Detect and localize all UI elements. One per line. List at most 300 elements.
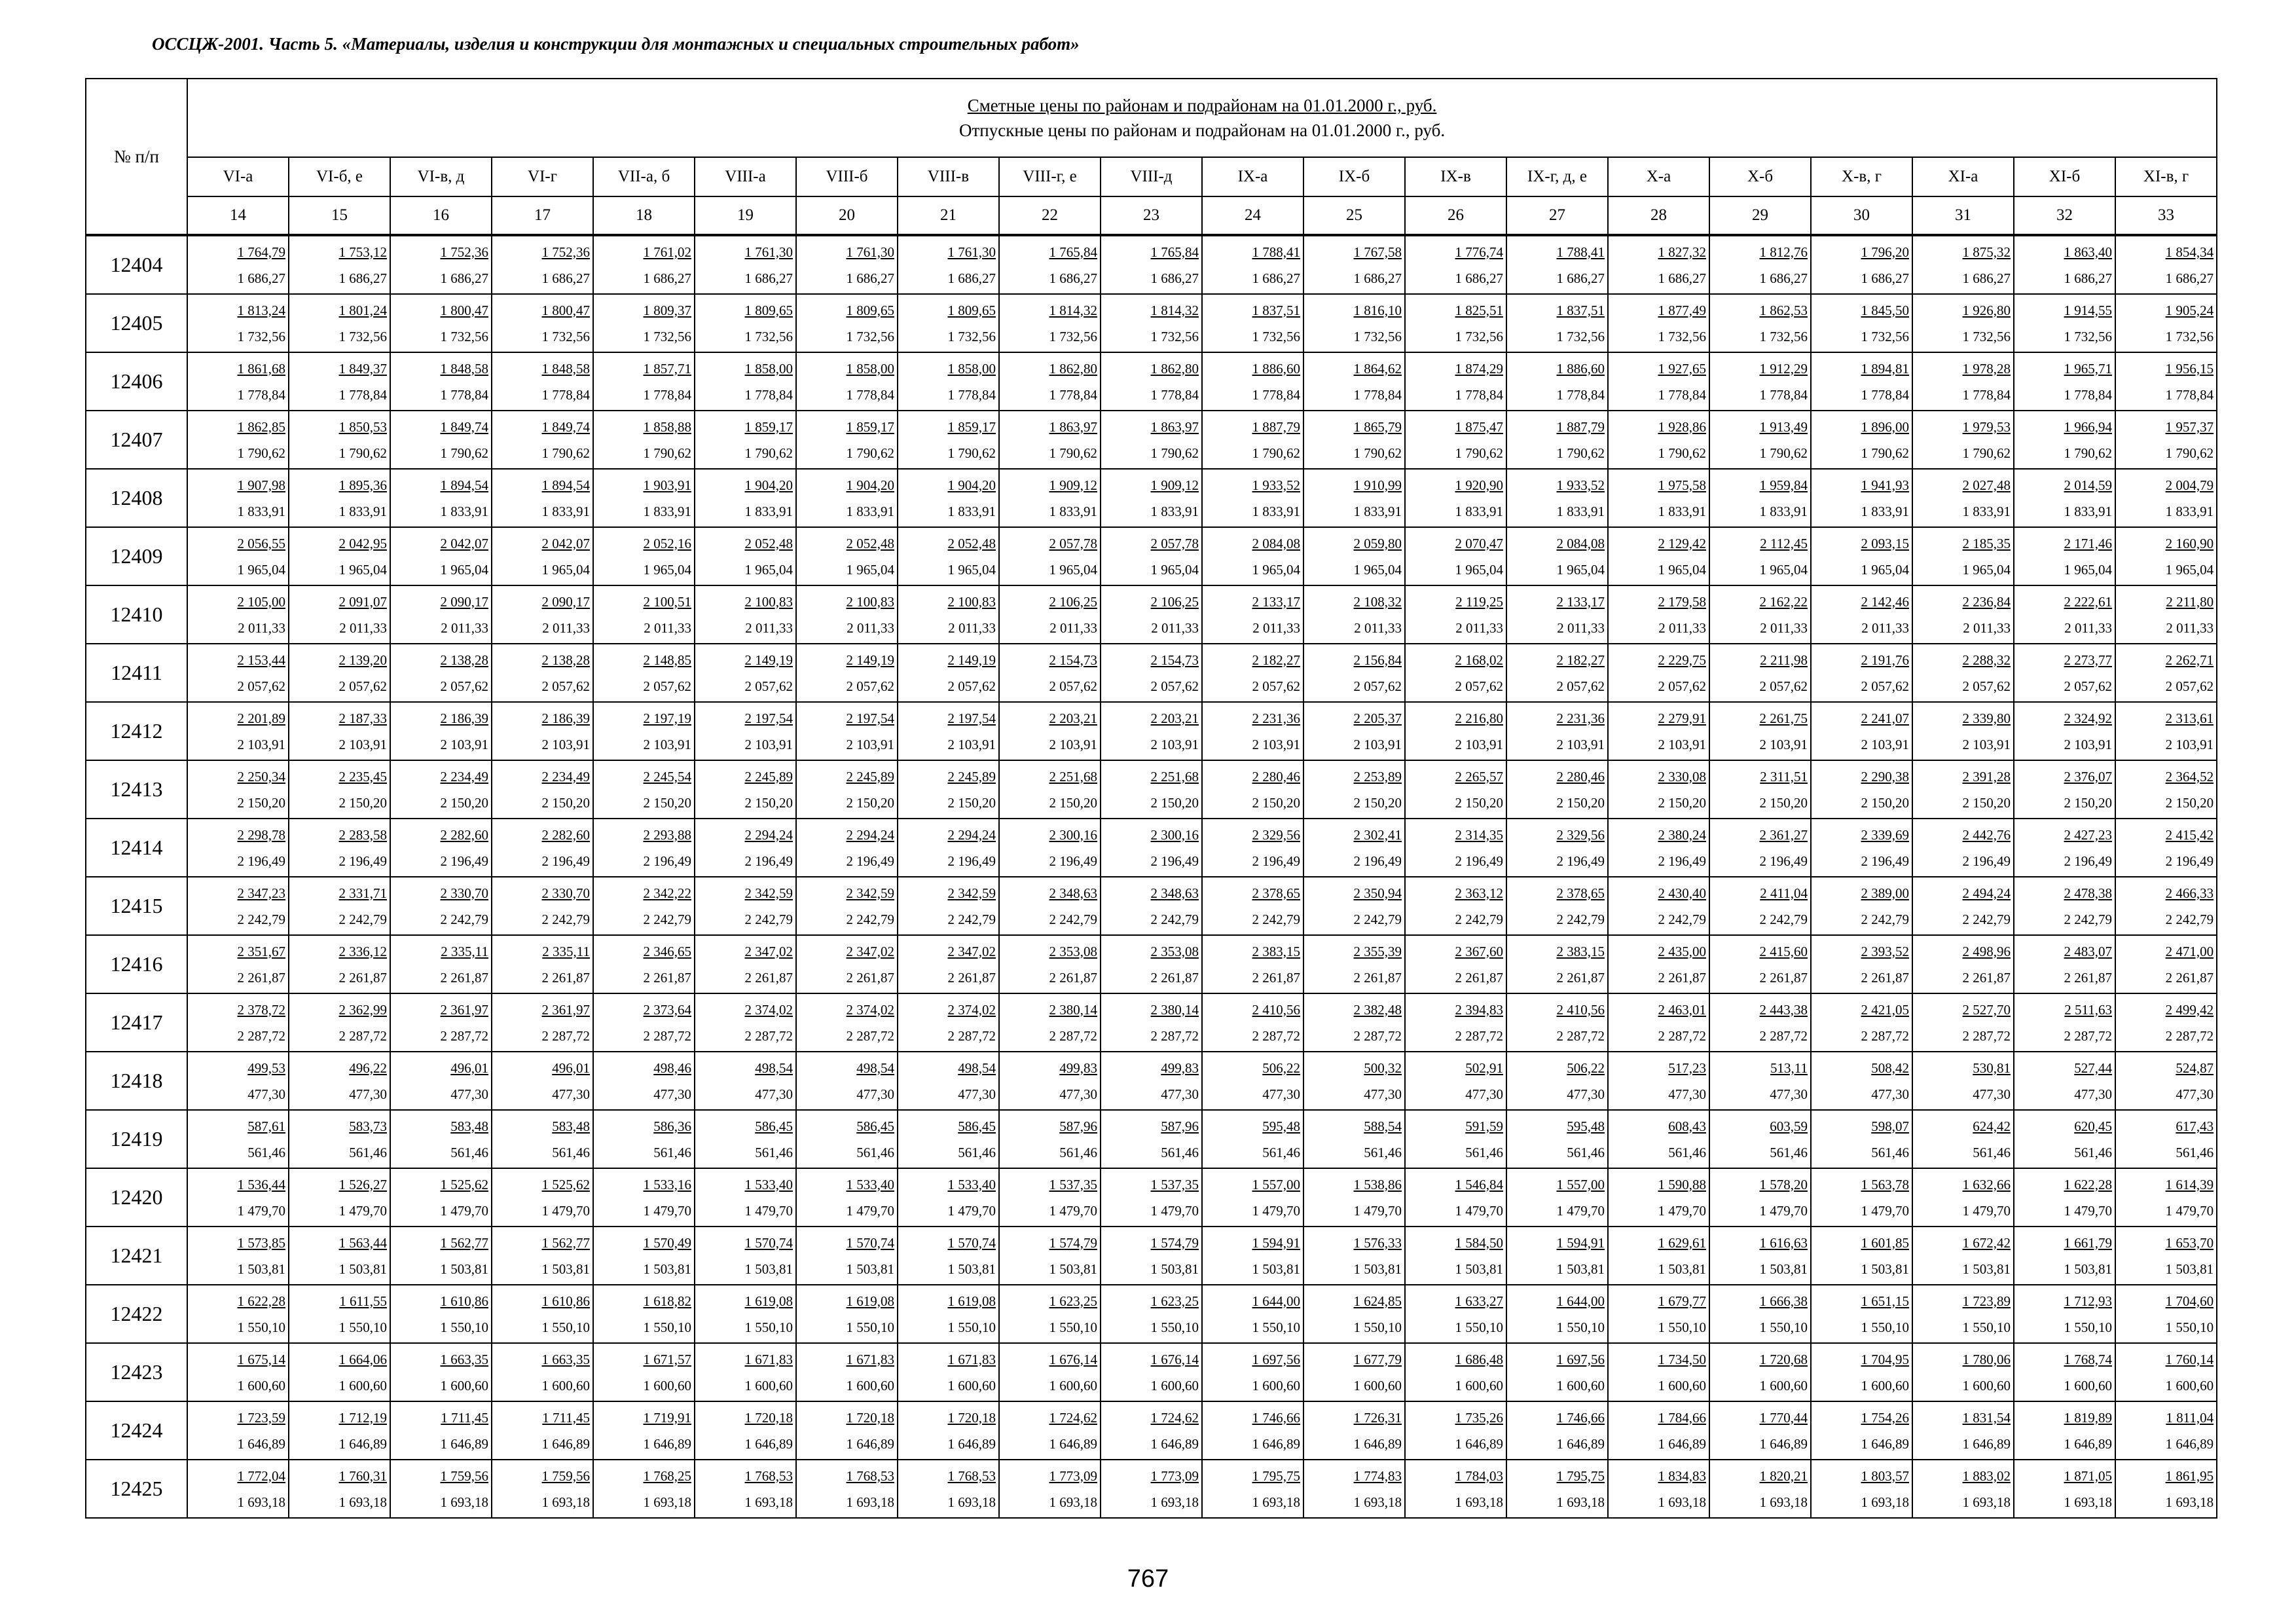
estimated-price: 587,61	[247, 1118, 285, 1134]
release-price: 2 057,62	[1150, 678, 1199, 694]
estimated-price: 1 619,08	[947, 1293, 996, 1309]
release-price: 1 833,91	[1353, 503, 1402, 519]
release-price: 1 646,89	[1455, 1435, 1503, 1452]
estimated-price: 1 765,84	[1150, 244, 1199, 260]
estimated-price: 2 294,24	[744, 826, 793, 843]
price-cell	[1101, 411, 1202, 469]
estimated-price: 1 623,25	[1150, 1293, 1199, 1309]
estimated-price: 1 720,68	[1759, 1351, 1808, 1367]
release-price: 1 778,84	[440, 386, 488, 403]
estimated-price: 2 235,45	[338, 768, 387, 784]
price-cell	[1101, 235, 1202, 294]
release-price: 1 833,91	[237, 503, 285, 519]
price-cell	[1811, 411, 1912, 469]
price-cell	[1912, 702, 2014, 760]
estimated-price: 1 773,09	[1150, 1467, 1199, 1484]
estimated-price: 1 904,20	[744, 477, 793, 493]
price-cell	[593, 1110, 695, 1168]
estimated-price: 2 347,02	[744, 943, 793, 959]
release-price: 1 503,81	[2165, 1261, 2214, 1277]
estimated-price: 496,01	[450, 1060, 488, 1076]
price-cell	[796, 1110, 898, 1168]
row-code: 12420	[86, 1168, 187, 1227]
release-price: 1 503,81	[1252, 1261, 1300, 1277]
price-cell	[1202, 1343, 1303, 1401]
estimated-price: 2 119,25	[1455, 593, 1503, 610]
price-cell	[593, 819, 695, 877]
estimated-price: 2 330,08	[1658, 768, 1706, 784]
release-price: 2 057,62	[1658, 678, 1706, 694]
estimated-price: 2 367,60	[1455, 943, 1503, 959]
price-cell	[593, 760, 695, 819]
price-cell	[695, 1227, 796, 1285]
price-cell	[1303, 585, 1405, 644]
release-price: 2 261,87	[440, 969, 488, 986]
price-cell	[999, 235, 1101, 294]
price-cell	[1202, 1285, 1303, 1343]
release-price: 1 479,70	[1353, 1202, 1402, 1219]
estimated-price: 1 850,53	[338, 418, 387, 435]
estimated-price: 527,44	[2074, 1060, 2112, 1076]
release-price: 561,46	[1871, 1144, 1909, 1160]
price-cell	[2115, 411, 2217, 469]
estimated-price: 586,36	[653, 1118, 691, 1134]
release-price: 2 242,79	[1252, 911, 1300, 927]
price-cell	[2115, 1227, 2217, 1285]
estimated-price: 1 676,14	[1049, 1351, 1097, 1367]
estimated-price: 498,46	[653, 1060, 691, 1076]
price-cell	[695, 877, 796, 935]
price-cell	[492, 1460, 593, 1518]
release-price: 1 646,89	[1049, 1435, 1097, 1452]
release-price: 1 790,62	[1455, 445, 1503, 461]
estimated-price: 496,01	[552, 1060, 590, 1076]
price-cell	[1912, 1110, 2014, 1168]
release-price: 2 011,33	[1557, 619, 1605, 636]
price-cell	[2014, 1460, 2115, 1518]
estimated-price: 1 611,55	[339, 1293, 387, 1309]
price-cell	[1303, 352, 1405, 411]
price-cell	[1202, 819, 1303, 877]
release-price: 1 778,84	[541, 386, 590, 403]
price-cell	[695, 1401, 796, 1460]
release-price: 1 790,62	[1353, 445, 1402, 461]
table-row	[86, 702, 2217, 760]
price-cell	[187, 1168, 289, 1227]
estimated-price: 1 726,31	[1353, 1409, 1402, 1426]
estimated-price: 2 245,89	[947, 768, 996, 784]
estimated-price: 1 933,52	[1556, 477, 1605, 493]
estimated-price: 2 186,39	[440, 710, 488, 726]
estimated-price: 1 563,44	[338, 1234, 387, 1251]
price-cell	[999, 877, 1101, 935]
release-price: 1 778,84	[1455, 386, 1503, 403]
price-cell	[289, 935, 390, 993]
estimated-price: 2 363,12	[1455, 885, 1503, 901]
price-cell	[1608, 1168, 1709, 1227]
estimated-price: 2 342,59	[744, 885, 793, 901]
estimated-price: 1 563,78	[1861, 1176, 1909, 1192]
estimated-price: 1 614,39	[2165, 1176, 2214, 1192]
release-price: 1 965,04	[1455, 561, 1503, 578]
price-cell	[187, 352, 289, 411]
release-price: 2 196,49	[1252, 853, 1300, 869]
release-price: 2 196,49	[1455, 853, 1503, 869]
price-cell	[1405, 760, 1506, 819]
price-cell	[492, 760, 593, 819]
release-price: 1 646,89	[2165, 1435, 2214, 1452]
price-cell	[1608, 469, 1709, 527]
estimated-price: 1 857,71	[643, 360, 691, 377]
estimated-price: 1 811,04	[2166, 1409, 2214, 1426]
estimated-price: 1 927,65	[1658, 360, 1706, 377]
estimated-price: 1 538,86	[1353, 1176, 1402, 1192]
price-cell	[2115, 993, 2217, 1052]
release-price: 1 686,27	[1150, 270, 1199, 286]
column-number: 14	[187, 196, 289, 235]
estimated-price: 2 042,07	[541, 535, 590, 551]
estimated-price: 1 825,51	[1455, 302, 1503, 318]
price-cell	[1101, 760, 1202, 819]
estimated-price: 2 294,24	[846, 826, 894, 843]
release-price: 1 693,18	[1455, 1494, 1503, 1510]
estimated-price: 2 229,75	[1658, 652, 1706, 668]
release-price: 1 790,62	[1861, 445, 1909, 461]
estimated-price: 2 129,42	[1658, 535, 1706, 551]
release-price: 2 150,20	[643, 794, 691, 811]
price-cell	[2115, 702, 2217, 760]
estimated-price: 2 149,19	[744, 652, 793, 668]
release-price: 2 057,62	[440, 678, 488, 694]
estimated-price: 1 759,56	[440, 1467, 488, 1484]
price-cell	[1202, 1401, 1303, 1460]
zone-header: X-б	[1709, 157, 1811, 196]
price-cell	[1202, 702, 1303, 760]
estimated-price: 2 293,88	[643, 826, 691, 843]
estimated-price: 1 676,14	[1150, 1351, 1199, 1367]
estimated-price: 2 168,02	[1455, 652, 1503, 668]
price-cell	[1608, 760, 1709, 819]
price-cell	[1811, 1168, 1912, 1227]
estimated-price: 1 761,30	[846, 244, 894, 260]
release-price: 1 732,56	[846, 328, 894, 344]
release-price: 1 550,10	[744, 1319, 793, 1335]
estimated-price: 498,54	[958, 1060, 996, 1076]
estimated-price: 1 894,54	[541, 477, 590, 493]
price-cell	[1811, 760, 1912, 819]
price-cell	[187, 1110, 289, 1168]
column-number: 32	[2014, 196, 2115, 235]
release-price: 1 550,10	[237, 1319, 285, 1335]
estimated-price: 1 632,66	[1962, 1176, 2011, 1192]
estimated-price: 2 203,21	[1150, 710, 1199, 726]
estimated-price: 595,48	[1262, 1118, 1300, 1134]
row-code: 12418	[86, 1052, 187, 1110]
price-cell	[1608, 1227, 1709, 1285]
release-price: 1 693,18	[1658, 1494, 1706, 1510]
release-price: 2 011,33	[2064, 619, 2112, 636]
release-price: 1 778,84	[338, 386, 387, 403]
release-price: 1 686,27	[1861, 270, 1909, 286]
release-price: 1 686,27	[1658, 270, 1706, 286]
zone-header: VIII-б	[796, 157, 898, 196]
release-price: 1 686,27	[1252, 270, 1300, 286]
estimated-price: 2 142,46	[1861, 593, 1909, 610]
price-cell	[390, 819, 492, 877]
estimated-price: 2 182,27	[1252, 652, 1300, 668]
table-row	[86, 585, 2217, 644]
estimated-price: 2 339,80	[1962, 710, 2011, 726]
release-price: 2 103,91	[2165, 736, 2214, 752]
release-price: 2 150,20	[1150, 794, 1199, 811]
estimated-price: 2 004,79	[2165, 477, 2214, 493]
release-price: 1 479,70	[1962, 1202, 2011, 1219]
estimated-price: 2 361,97	[440, 1001, 488, 1018]
release-price: 1 965,04	[947, 561, 996, 578]
release-price: 2 287,72	[1556, 1027, 1605, 1044]
price-cell	[1506, 1168, 1608, 1227]
estimated-price: 2 084,08	[1252, 535, 1300, 551]
release-price: 561,46	[1364, 1144, 1402, 1160]
price-cell	[1506, 877, 1608, 935]
estimated-price: 2 391,28	[1962, 768, 2011, 784]
price-cell	[1811, 819, 1912, 877]
price-cell	[492, 235, 593, 294]
price-cell	[695, 527, 796, 585]
release-price: 1 965,04	[1252, 561, 1300, 578]
price-cell	[187, 935, 289, 993]
release-price: 2 287,72	[744, 1027, 793, 1044]
estimated-price: 1 887,79	[1556, 418, 1605, 435]
release-price: 1 732,56	[1455, 328, 1503, 344]
release-price: 2 287,72	[846, 1027, 894, 1044]
release-price: 477,30	[349, 1086, 387, 1102]
release-price: 2 242,79	[1861, 911, 1909, 927]
release-price: 1 833,91	[2165, 503, 2214, 519]
price-cell	[1101, 993, 1202, 1052]
release-price: 1 550,10	[1455, 1319, 1503, 1335]
estimated-price: 499,83	[1161, 1060, 1199, 1076]
price-cell	[1608, 819, 1709, 877]
release-price: 1 550,10	[1252, 1319, 1300, 1335]
release-price: 1 646,89	[1353, 1435, 1402, 1452]
price-cell	[187, 760, 289, 819]
estimated-price: 513,11	[1770, 1060, 1808, 1076]
release-price: 1 833,91	[440, 503, 488, 519]
estimated-price: 2 052,48	[744, 535, 793, 551]
price-cell	[390, 644, 492, 702]
estimated-price: 1 788,41	[1556, 244, 1605, 260]
estimated-price: 1 753,12	[338, 244, 387, 260]
estimated-price: 1 914,55	[2064, 302, 2112, 318]
price-cell	[1608, 644, 1709, 702]
row-code: 12423	[86, 1343, 187, 1401]
estimated-price: 2 389,00	[1861, 885, 1909, 901]
price-cell	[1912, 1401, 2014, 1460]
estimated-price: 2 494,24	[1962, 885, 2011, 901]
release-price: 1 686,27	[1556, 270, 1605, 286]
price-cell	[1912, 935, 2014, 993]
price-cell	[390, 760, 492, 819]
estimated-price: 2 138,28	[440, 652, 488, 668]
price-cell	[2014, 411, 2115, 469]
estimated-price: 2 197,54	[947, 710, 996, 726]
price-cell	[1709, 1460, 1811, 1518]
estimated-price: 1 861,68	[237, 360, 285, 377]
estimated-price: 1 848,58	[541, 360, 590, 377]
price-cell	[1811, 1052, 1912, 1110]
estimated-price: 2 014,59	[2064, 477, 2112, 493]
column-number: 26	[1405, 196, 1506, 235]
estimated-price: 2 331,71	[338, 885, 387, 901]
price-cell	[898, 935, 999, 993]
column-number: 22	[999, 196, 1101, 235]
price-cell	[1303, 1227, 1405, 1285]
estimated-price: 1 570,74	[846, 1234, 894, 1251]
zone-header: X-а	[1608, 157, 1709, 196]
price-cell	[1608, 1285, 1709, 1343]
estimated-price: 1 661,79	[2064, 1234, 2112, 1251]
estimated-price: 1 800,47	[440, 302, 488, 318]
price-cell	[1506, 1460, 1608, 1518]
release-price: 2 261,87	[1556, 969, 1605, 986]
release-price: 1 732,56	[2064, 328, 2112, 344]
price-cell	[289, 352, 390, 411]
estimated-price: 1 578,20	[1759, 1176, 1808, 1192]
price-cell	[2014, 819, 2115, 877]
price-cell	[1811, 877, 1912, 935]
price-cell	[187, 819, 289, 877]
price-cell	[390, 1168, 492, 1227]
estimated-price: 1 746,66	[1252, 1409, 1300, 1426]
table-row	[86, 877, 2217, 935]
estimated-price: 608,43	[1668, 1118, 1706, 1134]
price-cell	[289, 1110, 390, 1168]
estimated-price: 1 871,05	[2064, 1467, 2112, 1484]
estimated-price: 2 298,78	[237, 826, 285, 843]
release-price: 1 833,91	[1861, 503, 1909, 519]
release-price: 1 833,91	[338, 503, 387, 519]
price-cell	[1101, 1401, 1202, 1460]
price-cell	[1405, 1460, 1506, 1518]
estimated-price: 2 376,07	[2064, 768, 2112, 784]
estimated-price: 1 633,27	[1455, 1293, 1503, 1309]
price-cell	[1709, 469, 1811, 527]
price-cell	[1506, 527, 1608, 585]
price-cell	[1912, 1460, 2014, 1518]
release-price: 2 103,91	[1962, 736, 2011, 752]
price-cell	[289, 877, 390, 935]
estimated-price: 2 251,68	[1049, 768, 1097, 784]
estimated-price: 1 907,98	[237, 477, 285, 493]
price-cell	[187, 411, 289, 469]
release-price: 477,30	[2176, 1086, 2214, 1102]
price-cell	[999, 411, 1101, 469]
price-cell	[593, 1343, 695, 1401]
release-price: 1 965,04	[1658, 561, 1706, 578]
release-price: 2 150,20	[1962, 794, 2011, 811]
price-cell	[1608, 702, 1709, 760]
estimated-price: 1 774,83	[1353, 1467, 1402, 1484]
price-cell	[593, 1227, 695, 1285]
price-cell	[1405, 935, 1506, 993]
zone-header: XI-в, г	[2115, 157, 2217, 196]
price-cell	[1405, 1343, 1506, 1401]
estimated-price: 1 816,10	[1353, 302, 1402, 318]
estimated-price: 1 671,57	[643, 1351, 691, 1367]
price-cell	[1709, 235, 1811, 294]
estimated-price: 2 311,51	[1760, 768, 1808, 784]
release-price: 1 503,81	[338, 1261, 387, 1277]
estimated-price: 2 378,65	[1556, 885, 1605, 901]
price-cell	[1608, 294, 1709, 352]
price-cell	[2014, 702, 2115, 760]
price-cell	[2115, 527, 2217, 585]
release-price: 2 057,62	[1049, 678, 1097, 694]
release-price: 1 600,60	[1150, 1377, 1199, 1393]
estimated-price: 2 427,23	[2064, 826, 2112, 843]
release-price: 1 732,56	[1759, 328, 1808, 344]
release-price: 1 965,04	[1556, 561, 1605, 578]
price-cell	[898, 1285, 999, 1343]
estimated-price: 2 241,07	[1861, 710, 1909, 726]
estimated-price: 1 663,35	[440, 1351, 488, 1367]
zone-header: IX-в	[1405, 157, 1506, 196]
column-number: 18	[593, 196, 695, 235]
zone-header: VI-в, д	[390, 157, 492, 196]
price-cell	[999, 1227, 1101, 1285]
estimated-price: 1 859,17	[846, 418, 894, 435]
price-cell	[1405, 993, 1506, 1052]
price-cell	[289, 585, 390, 644]
estimated-price: 1 724,62	[1049, 1409, 1097, 1426]
price-cell	[2014, 469, 2115, 527]
estimated-price: 1 877,49	[1658, 302, 1706, 318]
release-price: 477,30	[1668, 1086, 1706, 1102]
release-price: 2 011,33	[1963, 619, 2011, 636]
release-price: 2 287,72	[1962, 1027, 2011, 1044]
estimated-price: 1 837,51	[1252, 302, 1300, 318]
estimated-price: 498,54	[856, 1060, 894, 1076]
price-cell	[2014, 1343, 2115, 1401]
price-cell	[1912, 760, 2014, 819]
estimated-price: 2 342,59	[846, 885, 894, 901]
release-price: 1 778,84	[237, 386, 285, 403]
price-cell	[1709, 352, 1811, 411]
row-code: 12419	[86, 1110, 187, 1168]
price-cell	[1506, 235, 1608, 294]
estimated-price: 1 546,84	[1455, 1176, 1503, 1192]
table-row	[86, 1343, 2217, 1401]
release-price: 1 550,10	[643, 1319, 691, 1335]
estimated-price: 2 138,28	[541, 652, 590, 668]
release-price: 2 011,33	[745, 619, 793, 636]
release-price: 1 965,04	[1962, 561, 2011, 578]
estimated-price: 2 347,23	[237, 885, 285, 901]
release-price: 1 693,18	[1962, 1494, 2011, 1510]
release-price: 561,46	[1973, 1144, 2011, 1160]
estimated-price: 1 711,45	[441, 1409, 488, 1426]
release-price: 1 965,04	[643, 561, 691, 578]
estimated-price: 499,53	[247, 1060, 285, 1076]
price-cell	[999, 1052, 1101, 1110]
release-price: 2 196,49	[1353, 853, 1402, 869]
price-cell	[1709, 527, 1811, 585]
estimated-price: 1 978,28	[1962, 360, 2011, 377]
estimated-price: 1 909,12	[1150, 477, 1199, 493]
release-price: 1 686,27	[1455, 270, 1503, 286]
price-cell	[999, 1401, 1101, 1460]
